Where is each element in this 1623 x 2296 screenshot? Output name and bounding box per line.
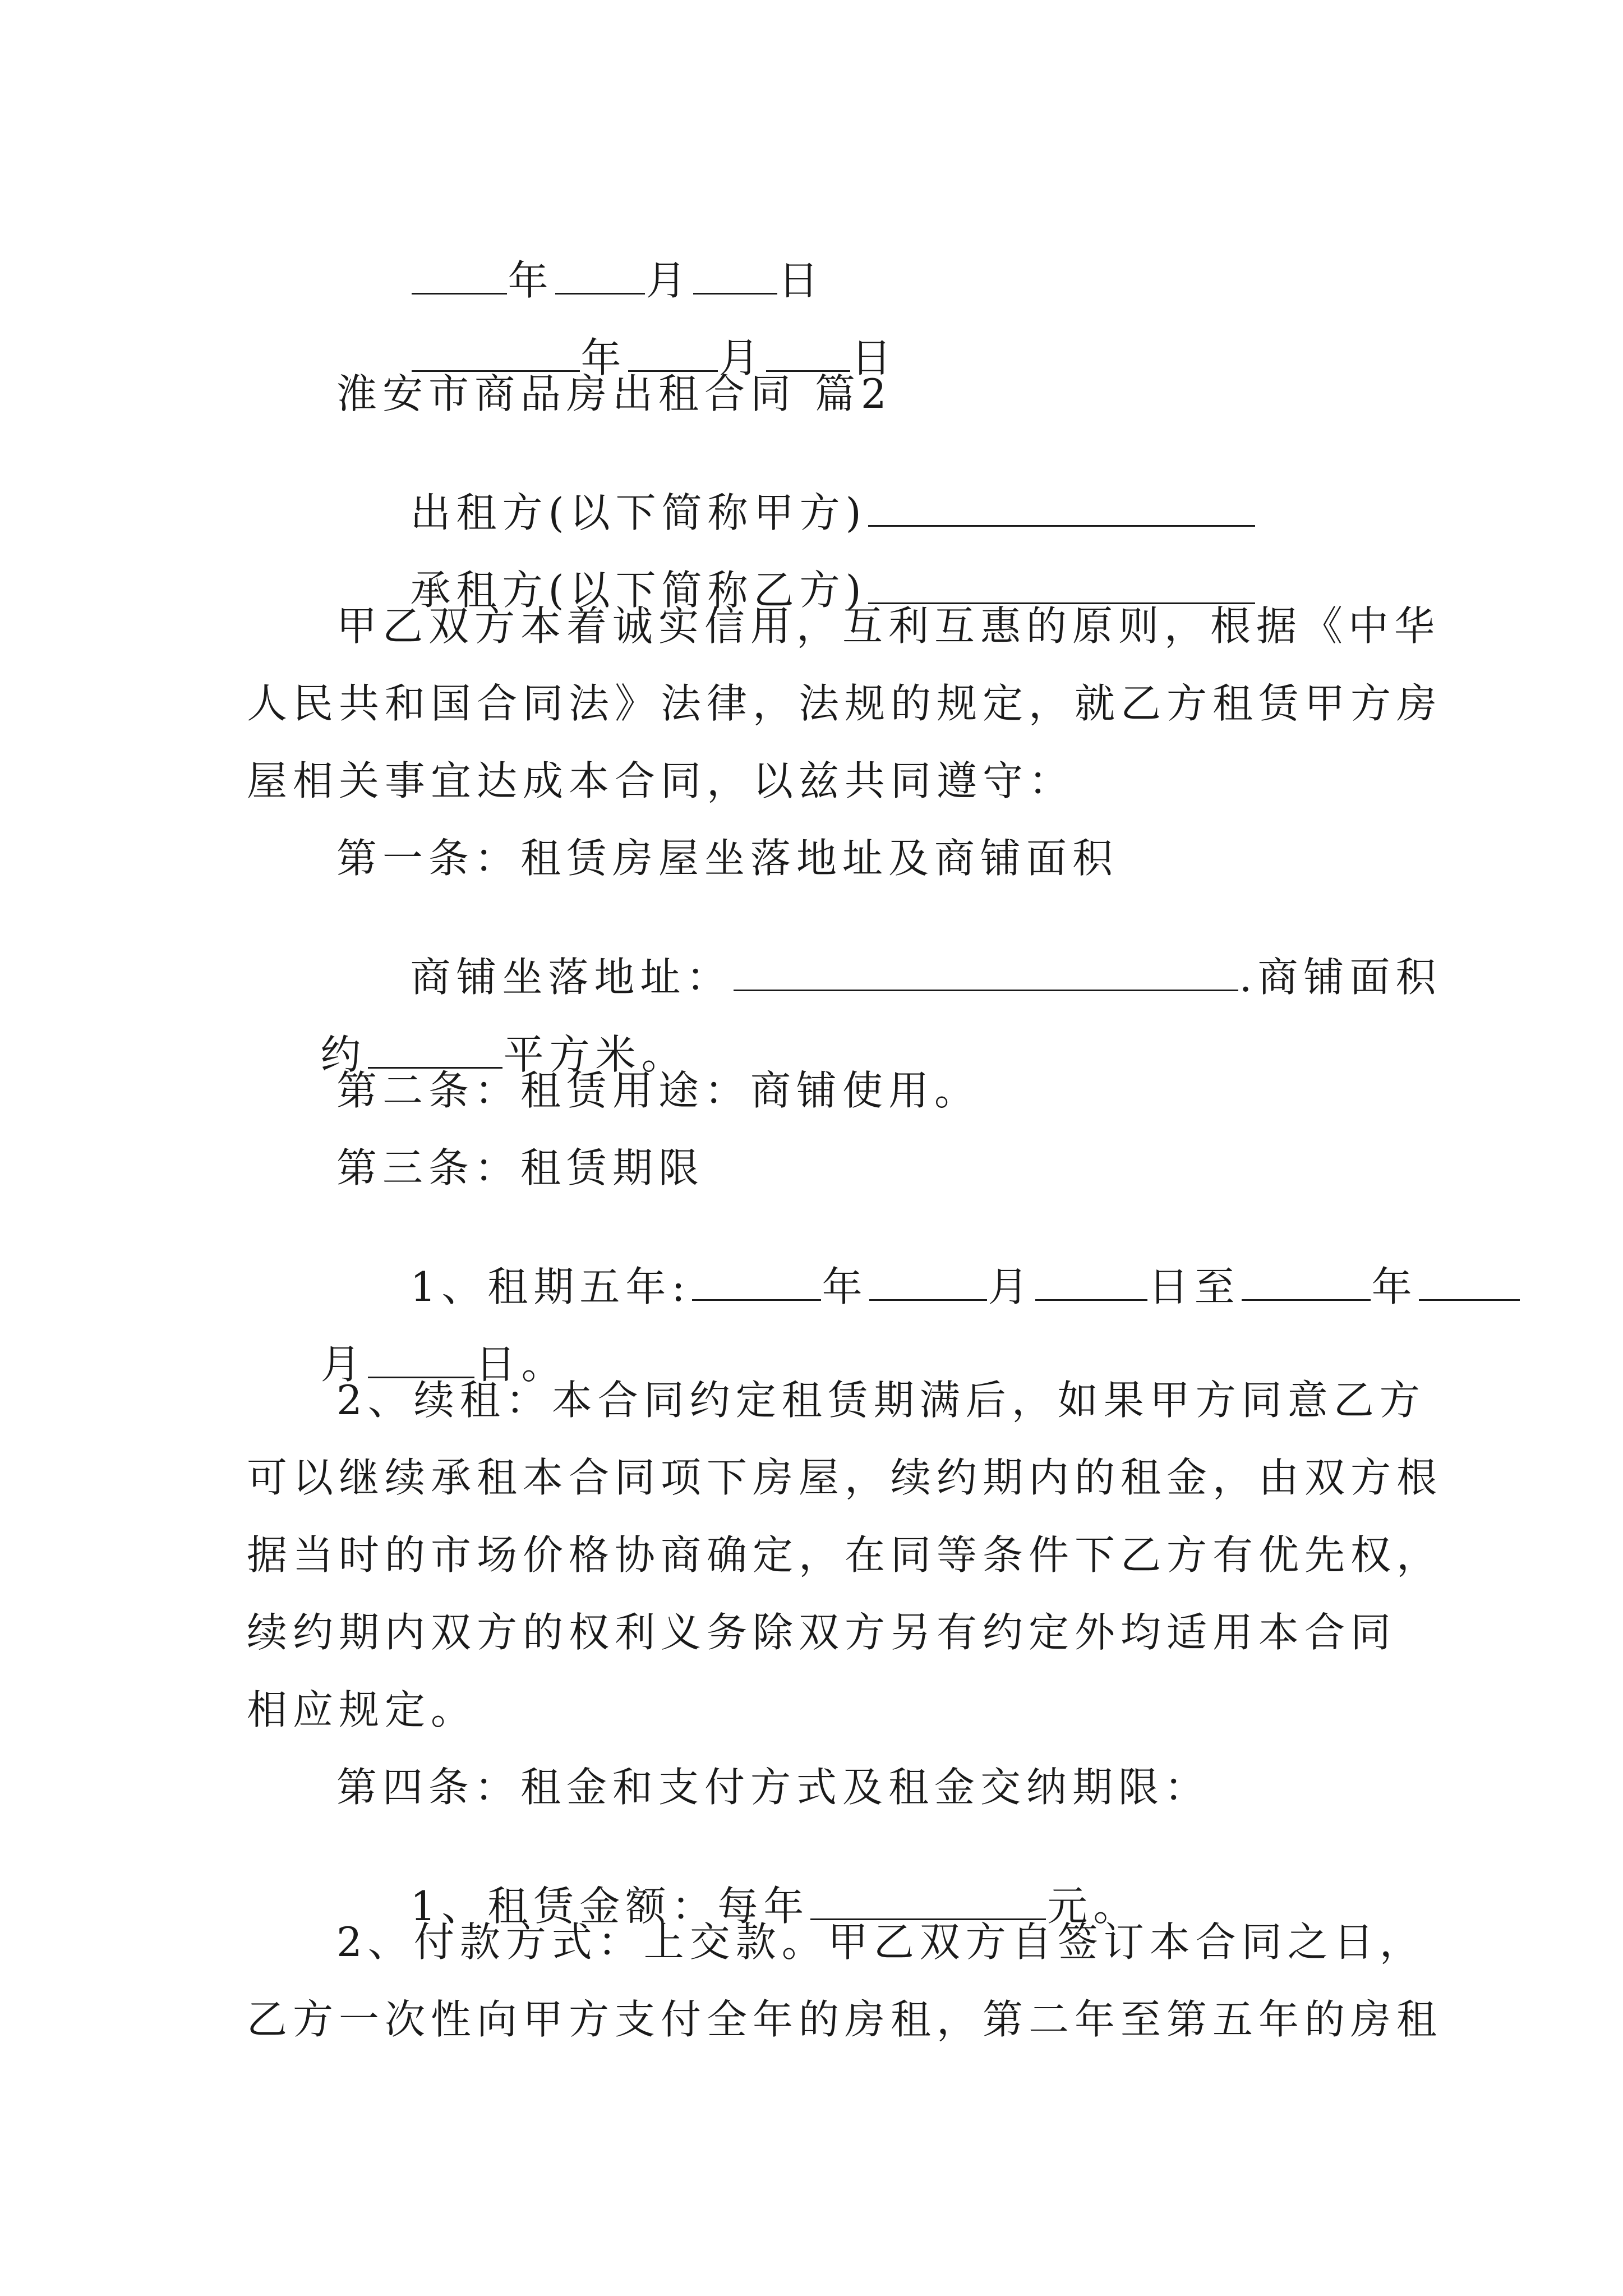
- blank-year: [412, 337, 580, 372]
- term-year-2: 年: [1371, 1263, 1418, 1310]
- month-label: 月: [645, 257, 692, 304]
- year-label: 年: [580, 334, 627, 381]
- blank-month: [628, 337, 718, 372]
- paragraph-2-line-1: 2、续租：本合同约定租赁期满后，如果甲方同意乙方: [336, 1377, 1426, 1424]
- paragraph-1-line-1: 甲乙双方本着诚实信用，互利互惠的原则，根据《中华: [336, 602, 1441, 650]
- month-label: 月: [718, 334, 765, 381]
- lessee-label: 承租方(以下简称乙方): [410, 567, 867, 614]
- article-1-heading: 第一条：租赁房屋坐落地址及商铺面积: [336, 835, 1119, 882]
- rent-prefix: 1、租赁金额：每年: [410, 1883, 810, 1930]
- area-blank: [368, 1033, 502, 1069]
- term-day-end: 日。: [475, 1341, 568, 1388]
- blank-day: [693, 259, 777, 295]
- address-label: 商铺坐落地址：: [410, 954, 732, 1001]
- rent-suffix: 元。: [1047, 1883, 1140, 1930]
- term-blank-month-2: [1419, 1266, 1520, 1301]
- term-year-1: 年: [822, 1263, 868, 1310]
- term-blank-day-1: [1035, 1266, 1147, 1301]
- paragraph-2-line-4: 续约期内双方的权利义务除双方另有约定外均适用本合同: [247, 1609, 1397, 1656]
- address-blank: [734, 956, 1238, 991]
- blank-month: [555, 259, 645, 295]
- paragraph-2-line-5: 相应规定。: [247, 1686, 477, 1733]
- paragraph-2-line-3: 据当时的市场价格协商确定，在同等条件下乙方有优先权，: [247, 1531, 1443, 1579]
- term-blank-month-1: [869, 1266, 987, 1301]
- paragraph-1-line-3: 屋相关事宜达成本合同，以兹共同遵守：: [247, 757, 1075, 804]
- blank-day: [766, 337, 850, 372]
- blank-year: [412, 259, 507, 295]
- term-blank-year-2: [1242, 1266, 1371, 1301]
- area-label: .商铺面积: [1239, 954, 1442, 1001]
- section-heading: 淮安市商品房出租合同 篇2: [336, 370, 892, 417]
- paragraph-3-line-1: 2、付款方式：上交款。甲乙双方自签订本合同之日，: [336, 1918, 1426, 1966]
- term-prefix: 1、租期五年:: [410, 1263, 691, 1310]
- article-4-heading: 第四条：租金和支付方式及租金交纳期限：: [336, 1764, 1211, 1811]
- term-blank-day-2: [368, 1343, 474, 1378]
- day-label: 日: [851, 334, 897, 381]
- lessee-blank: [868, 569, 1255, 604]
- year-label: 年: [508, 257, 554, 304]
- paragraph-2-line-2: 可以继续承租本合同项下房屋，续约期内的租金，由双方根: [247, 1454, 1443, 1501]
- rent-blank: [810, 1885, 1046, 1920]
- paragraph-3-line-2: 乙方一次性向甲方支付全年的房租，第二年至第五年的房租: [247, 1996, 1443, 2043]
- day-label: 日: [778, 257, 824, 304]
- term-month-1: 月: [988, 1263, 1034, 1310]
- term-month-2: 月: [320, 1341, 367, 1388]
- term-blank-year-1: [692, 1266, 821, 1301]
- lessor-label: 出租方(以下简称甲方): [410, 489, 867, 536]
- area-suffix: 平方米。: [503, 1031, 688, 1078]
- lessor-blank: [868, 491, 1255, 527]
- area-prefix: 约: [320, 1031, 367, 1078]
- article-3-heading: 第三条：租赁期限: [336, 1144, 705, 1191]
- term-day-to: 日至: [1148, 1263, 1241, 1310]
- article-2: 第二条：租赁用途：商铺使用。: [336, 1067, 981, 1114]
- paragraph-1-line-2: 人民共和国合同法》法律，法规的规定，就乙方租赁甲方房: [247, 680, 1443, 727]
